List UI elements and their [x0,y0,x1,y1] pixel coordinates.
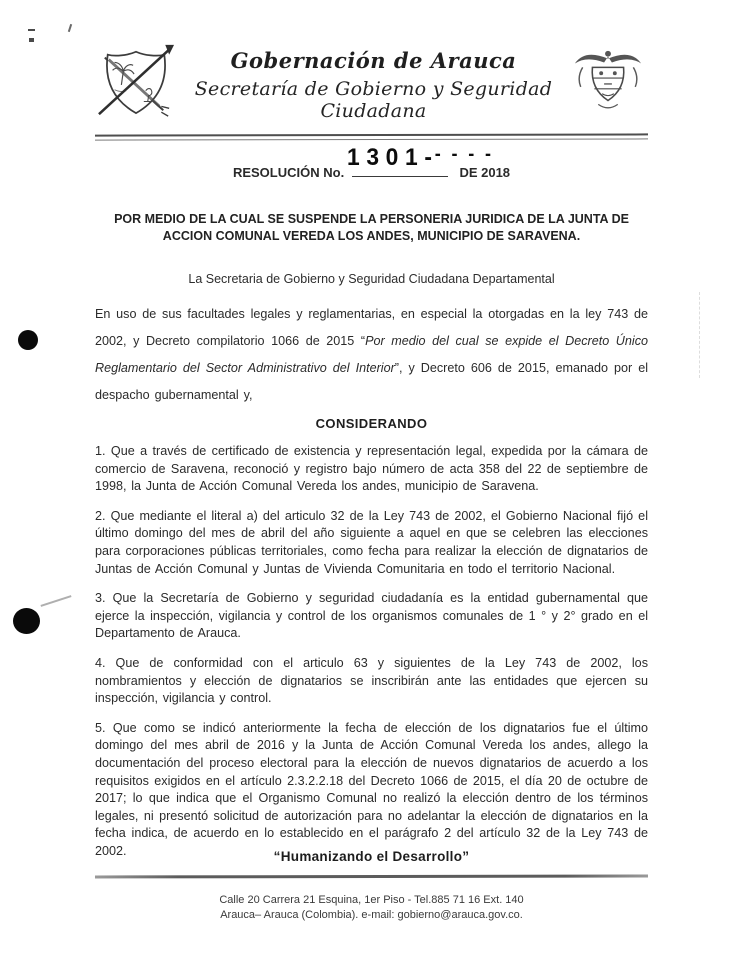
stamp-number: 1301- [347,144,439,171]
colombia-coat-of-arms-icon [568,44,648,125]
preamble-text: En uso de sus facultades legales y reglamentarias, en especial la otorgadas en la ley 743 de 2002, y Decreto compilatorio 1066 de 2015 “ [95,307,648,348]
preamble-text-cont: ”, y Decreto 606 de 2015, emanado por el despacho gubernamental y, [95,361,648,402]
hole-punch-mark [13,608,40,634]
resolution-year: DE 2018 [459,165,511,180]
org-name: Gobernación de Arauca [230,48,517,73]
stamp-dash-marks: - - - - [434,144,494,165]
dept-name: Secretaría de Gobierno y Seguridad Ciudadana [194,78,553,122]
footer-slogan: “Humanizando el Desarrollo” [273,849,470,864]
footer-address-line2: Arauca– Arauca (Colombia). e-mail: gobierno@arauca.gov.co. [220,909,523,921]
preamble-quoted-decree: Por medio del cual se expide el Decreto Único Reglamentario del Sector Administrativo del Interior [95,334,649,375]
scan-corner-mark [68,24,72,32]
resolution-title: POR MEDIO DE LA CUAL SE SUSPENDE LA PERSONERIA JURIDICA DE LA JUNTA DE ACCION COMUNAL VEREDA LOS ANDES, MUNICIPIO DE SARAVENA. [114,212,629,243]
consideration-item-4: 4. Que de conformidad con el articulo 63 y siguientes de la Ley 743 de 2002, los nombramientos y elección de dignatarios se inscribirán ante las entidades que ejercen su inspección, vigilancia y control. [95,655,648,706]
header-rule [95,133,648,140]
resolution-label: RESOLUCIÓN No. [232,165,345,180]
consideration-item-5: 5. Que como se indicó anteriormente la fecha de elección de los dignatarios fue el último domingo del mes abril de 2016 y la Junta de Acción Comunal Vereda los andes, allego la documentación del proceso electoral para la elección de nuevos dignatarios de acuerdo a los requisitos exigidos en el artículo 2.3.2.2.18 del Decreto 1066 de 2015, el día 20 de octubre de 2017; lo que indica que el Organismo Comunal no realizó la elección dentro de los términos legales, ni presentó solicitud de autorización para no adelantar la elección de dignatarios en la fecha indica, de acuerdo en lo establecido en el parágrafo 2 del artículo 32 de la Ley 743 de 2002. [95,720,648,858]
scan-edge-artifact [699,292,700,378]
footer-address-line1: Calle 20 Carrera 21 Esquina, 1er Piso - Tel.885 71 16 Ext. 140 [219,894,524,906]
footer-address [95,893,648,923]
consideration-item-2: 2. Que mediante el literal a) del articulo 32 de la Ley 743 de 2002, el Gobierno Nacional fijó el último domingo del mes de abril del año siguiente a aquel en que se celebren las elecciones para corporaciones públicas territoriales, como fecha para realizar la elección de dignatarios de Juntas de Acción Comunal y Juntas de Vivienda Comunitaria en todo el territorio Nacional. [95,508,648,576]
footer-rule [95,875,648,879]
letterhead [95,42,648,125]
preamble-paragraph [95,301,648,409]
resolution-number-line [95,144,648,184]
consideration-item-1: 1. Que a través de certificado de existencia y representación legal, expedida por la cámara de comercio de Saravena, reconoció y registro bajo número de acta 358 del 22 de septiembre de 1998, la Junta de Acción Comunal Vereda los andes, municipio de Saravena. [95,444,648,494]
hole-punch-mark [18,330,38,350]
issuer-line: La Secretaria de Gobierno y Seguridad Ciudadana Departamental [188,272,555,286]
considerando-heading: CONSIDERANDO [315,416,428,431]
consideration-item-3: 3. Que la Secretaría de Gobierno y seguridad ciudadanía es la entidad gubernamental que ejerce la inspección, vigilancia y control de los organismos comunales de 1 ° y 2° grado en el Departamento de Arauca. [95,591,648,641]
arauca-shield-crest-icon [95,42,179,125]
scan-corner-mark [28,29,35,31]
resolution-number-stamp [347,144,498,172]
page-footer [95,849,648,923]
scan-corner-mark [29,38,34,42]
